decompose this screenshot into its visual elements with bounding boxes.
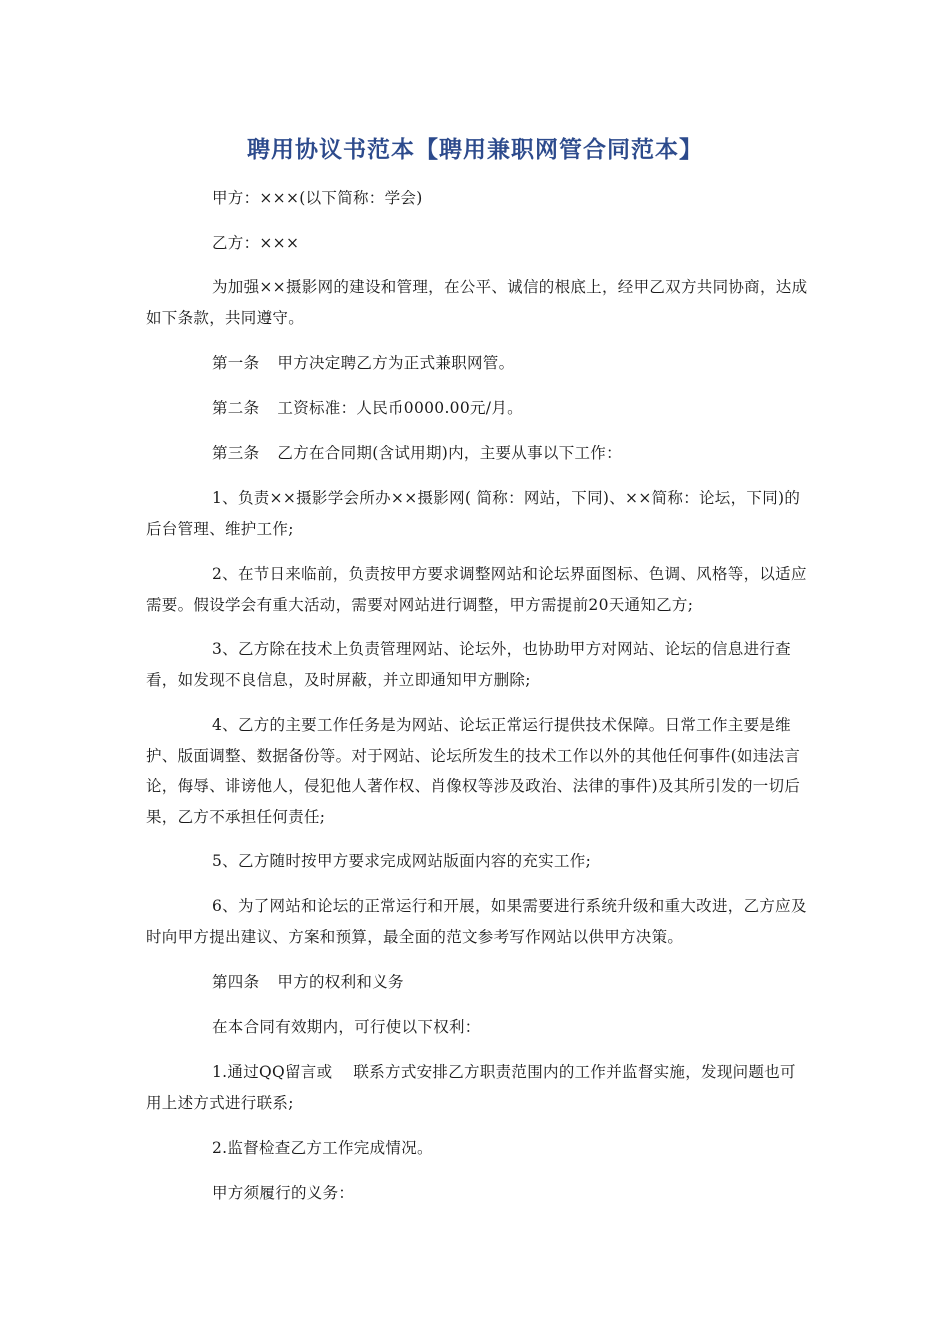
work-item-4: 4、乙方的主要工作任务是为网站、论坛正常运行提供技术保障。日常工作主要是维护、版面调整、数据备份等。对于网站、论坛所发生的技术工作以外的其他任何事件(如违法言论，侮辱、诽谤他人，侵犯他人著作权、肖像权等涉及政治、法律的事件)及其所引发的一切后果，乙方不承担任何责任;	[146, 716, 801, 826]
article-4-label: 第四条	[212, 973, 260, 991]
article-4	[146, 967, 810, 998]
party-b-line: 乙方：×××	[212, 234, 300, 252]
article-3-label: 第三条	[212, 444, 260, 462]
article-1	[146, 348, 810, 379]
article-4-text: 甲方的权利和义务	[277, 973, 404, 991]
article-3	[146, 438, 810, 469]
document-title: 聘用协议书范本【聘用兼职网管合同范本】	[247, 137, 703, 163]
work-item-1: 1、负责××摄影学会所办××摄影网( 简称：网站，下同)、××简称：论坛，下同)的后台管理、维护工作;	[146, 489, 801, 538]
rights-intro: 在本合同有效期内，可行使以下权利：	[212, 1018, 481, 1036]
right-item-2: 2.监督检查乙方工作完成情况。	[212, 1139, 433, 1157]
duties-intro: 甲方须履行的义务：	[212, 1184, 355, 1202]
intro-paragraph: 为加强××摄影网的建设和管理，在公平、诚信的根底上，经甲乙双方共同协商，达成如下条款，共同遵守。	[146, 278, 808, 327]
article-2-label: 第二条	[212, 399, 260, 417]
article-2-text: 工资标准：人民币0000.00元/月。	[277, 399, 523, 417]
work-item-2: 2、在节日来临前，负责按甲方要求调整网站和论坛界面图标、色调、风格等，以适应需要。假设学会有重大活动，需要对网站进行调整，甲方需提前20天通知乙方;	[146, 565, 807, 614]
article-1-label: 第一条	[212, 354, 260, 372]
work-item-5: 5、乙方随时按甲方要求完成网站版面内容的充实工作;	[212, 852, 592, 870]
article-1-text: 甲方决定聘乙方为正式兼职网管。	[277, 354, 515, 372]
article-2	[146, 393, 810, 424]
right-item-1: 1.通过QQ留言或 联系方式安排乙方职责范围内的工作并监督实施，发现问题也可用上述方式进行联系;	[146, 1063, 796, 1112]
article-3-text: 乙方在合同期(含试用期)内，主要从事以下工作：	[277, 444, 622, 462]
party-a-line: 甲方：×××(以下简称：学会)	[212, 189, 423, 207]
work-item-6: 6、为了网站和论坛的正常运行和开展，如果需要进行系统升级和重大改进，乙方应及时向甲方提出建议、方案和预算，最全面的范文参考写作网站以供甲方决策。	[146, 897, 807, 946]
work-item-3: 3、乙方除在技术上负责管理网站、论坛外，也协助甲方对网站、论坛的信息进行查看，如发现不良信息，及时屏蔽，并立即通知甲方删除;	[146, 640, 791, 689]
